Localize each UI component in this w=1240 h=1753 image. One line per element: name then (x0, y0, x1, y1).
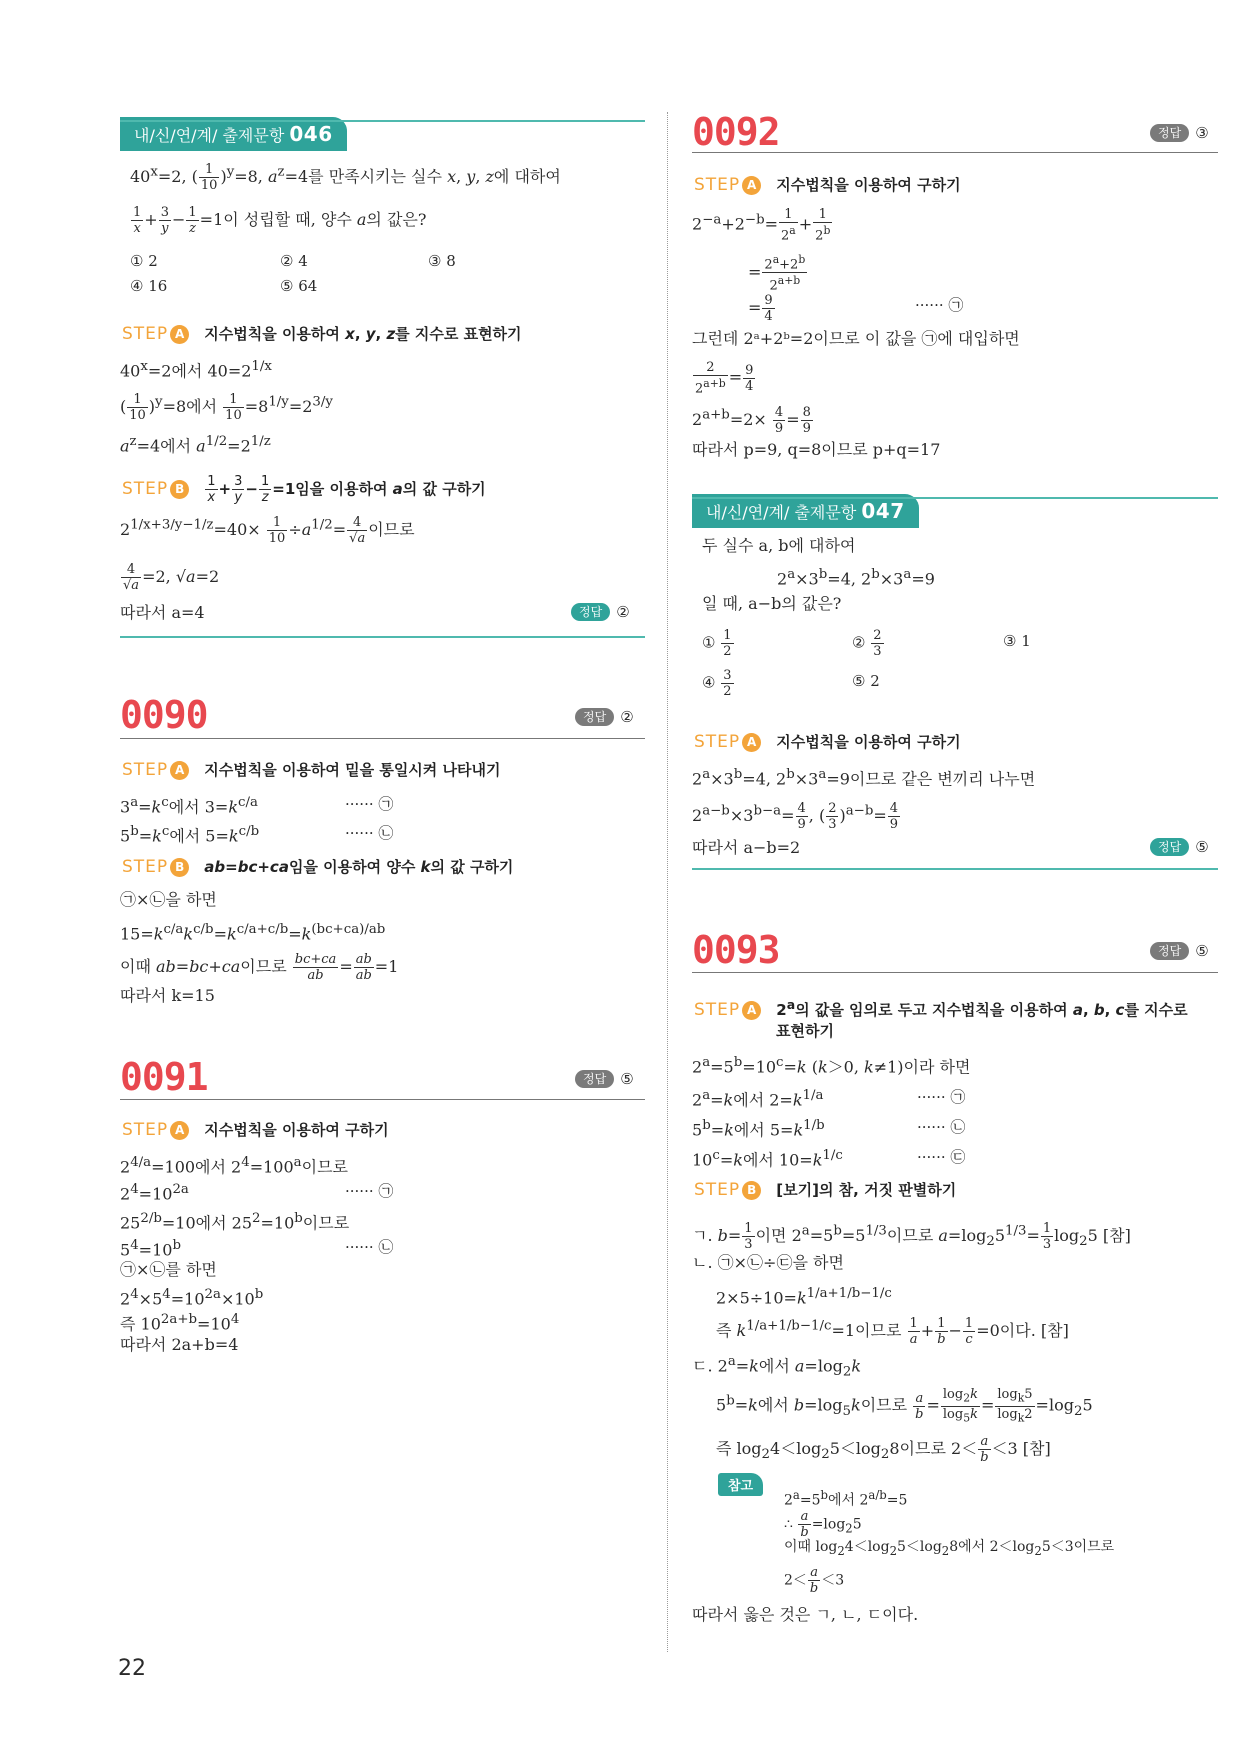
step-a-header (694, 994, 1188, 1021)
choice-5[interactable]: ⑤ 64 (280, 277, 318, 295)
banner-number: 047 (861, 499, 905, 523)
choice-4[interactable]: ④ $\frac{3}{2}$ (702, 668, 732, 699)
step-title: 지수법칙을 이용하여 구하기 (204, 1121, 389, 1139)
step-label: STEP (122, 1120, 169, 1140)
step-title: [보기]의 참, 거짓 판별하기 (776, 1181, 957, 1199)
section-end-rule (692, 868, 1218, 870)
answer-pill: 정답 (571, 603, 610, 621)
answer-pill: 정답 (1150, 838, 1189, 856)
answer-value: ⑤ (1195, 941, 1209, 960)
step-title: 2$^a$의 값을 임의로 두고 지수법칙을 이용하여 a, b, c를 지수로 (776, 997, 1188, 1019)
step-title: $\frac{1}{x}$ + $\frac{3}{y}$ − $\frac{1}{z}$ =1임을 이용하여 a의 값 구하기 (207, 474, 486, 505)
step-letter: A (742, 176, 761, 195)
answer-value: ⑤ (1195, 837, 1209, 856)
note-line4: 2＜ $\frac{a}{b}$ ＜3 (784, 1565, 845, 1596)
question-046-line1: $40^x=2$, ( $\frac{1}{10}$ )$^y$=8, $a^z=4$를 만족시키는 실수 x, y, z에 대하여 (130, 162, 561, 193)
mark-b: ······ ㉡ (917, 1118, 966, 1136)
bogi-g6: $5^b=k$에서 $b=\log_5k$이므로 $\frac{a}{b}$ = $\frac{\log_2k}{\log_5k}$ = $\frac{\log_k5}{\log_k2}$ $=\log_25$ (716, 1387, 1093, 1425)
step-letter: A (742, 1001, 761, 1020)
mark-b: ······ ㉡ (345, 824, 394, 842)
answer-pill: 정답 (1150, 942, 1189, 960)
line-0092-2: = $\frac{2^a+2^b}{2^{a+b}}$ (748, 253, 806, 294)
step-a-header (122, 1119, 389, 1141)
step-title-cont: 표현하기 (776, 1022, 834, 1040)
mark-a: ······ ㉠ (917, 1088, 966, 1106)
step-title: 지수법칙을 이용하여 구하기 (776, 733, 961, 751)
step-a-title-cont (776, 1020, 834, 1042)
step-letter: B (170, 858, 189, 877)
line-0093-1: $2^a=5^b=10^c=k$ (k＞0, k≠1)이라 하면 (692, 1055, 971, 1077)
line-0093-3: $5^b=k$에서 $5=k^{1/b}$ (692, 1118, 825, 1140)
step-a-header (694, 174, 961, 196)
answer-047 (1150, 836, 1209, 856)
answer-0091 (575, 1068, 634, 1088)
choice-1[interactable]: ① $\frac{1}{2}$ (702, 628, 732, 659)
question-047-line2: $2^a\times 3^b=4$, $2^b\times 3^a=9$ (777, 567, 935, 589)
step-a-line2: ( $\frac{1}{10}$ )$^y$=8에서 $\frac{1}{10}$ $=8^{1/y}=2^{3/y}$ (120, 392, 333, 423)
line-047-3: 따라서 a−b=2 (692, 838, 801, 857)
line-0091-4: $5^4=10^b$ (120, 1238, 181, 1260)
mark-a: ······ ㉠ (345, 795, 394, 813)
answer-0090 (575, 706, 634, 726)
answer-value: ③ (1195, 123, 1209, 142)
step-letter: A (170, 1121, 189, 1140)
column-divider (667, 112, 668, 1652)
step-a-line1: $40^x=2$에서 $40=2^{1/x}$ (120, 359, 272, 381)
section-end-rule (120, 636, 645, 638)
step-a-line3: $a^z=4$에서 $a^{1/2}=2^{1/z}$ (120, 434, 271, 456)
note-tag: 참고 (718, 1473, 763, 1496)
answer-pill: 정답 (575, 1070, 614, 1088)
problem-046-banner (120, 117, 347, 151)
step-b-line1: $2^{1/x+3/y-1/z}=40\times$ $\frac{1}{10}$ $\div a^{1/2}=$ $\frac{4}{√a}$ 이므로 (120, 515, 415, 546)
line-0090-a1: $3^a=k^c$에서 $3=k^{c/a}$ (120, 795, 258, 817)
answer-pill: 정답 (575, 708, 614, 726)
choice-2[interactable]: ② $\frac{2}{3}$ (852, 628, 882, 659)
choice-5[interactable]: ⑤ 2 (852, 672, 880, 690)
choice-2[interactable]: ② 4 (280, 252, 308, 270)
bogi-g2: ㄴ. ㉠×㉡÷㉢을 하면 (692, 1253, 844, 1272)
step-letter: A (742, 733, 761, 752)
answer-value: ⑤ (620, 1069, 634, 1088)
answer-pill: 정답 (1150, 124, 1189, 142)
line-0090-b1: ㉠×㉡을 하면 (120, 890, 217, 909)
step-a-header (122, 759, 500, 781)
line-0093-4: $10^c=k$에서 $10=k^{1/c}$ (692, 1148, 843, 1170)
step-label: STEP (694, 732, 741, 752)
line-0091-6: $2^4\times 5^4=10^{2a}\times 10^b$ (120, 1287, 264, 1309)
problem-number-0091: 0091 (120, 1055, 208, 1099)
line-0090-b4: 따라서 k=15 (120, 986, 215, 1005)
step-label: STEP (694, 1180, 741, 1200)
answer-value: ② (616, 602, 630, 621)
line-0092-1: $2^{-a}+2^{-b}=$ $\frac{1}{2^a}$ + $\frac{1}{2^b}$ (692, 207, 831, 244)
problem-rule (120, 738, 645, 739)
line-0091-7: 즉 $10^{2a+b}=10^4$ (120, 1312, 240, 1334)
note-line2: ∴ $\frac{a}{b}$ $=\log_25$ (784, 1509, 862, 1540)
line-0091-2: $2^4=10^{2a}$ (120, 1182, 189, 1204)
mark-c: ······ ㉢ (917, 1148, 966, 1166)
line-0091-1: $2^{4/a}=100$에서 $2^4=100^a$이므로 (120, 1155, 348, 1177)
line-0091-8: 따라서 2a+b=4 (120, 1335, 239, 1354)
step-a-header (122, 323, 522, 345)
problem-number-0090: 0090 (120, 693, 208, 737)
page-number: 22 (118, 1656, 146, 1681)
bogi-g5: ㄷ. $2^a=k$에서 $a=\log_2k$ (692, 1354, 862, 1380)
step-label: STEP (694, 1000, 741, 1020)
line-0092-5: $\frac{2}{2^{a+b}}$ = $\frac{9}{4}$ (695, 360, 754, 397)
choice-3[interactable]: ③ 1 (1003, 632, 1031, 650)
step-label: STEP (122, 857, 169, 877)
line-047-1: $2^a\times 3^b=4$, $2^b\times 3^a=9$이므로 같은 변끼리 나누면 (692, 767, 1036, 789)
step-letter: A (170, 761, 189, 780)
question-046-line2: $\frac{1}{x}$ + $\frac{3}{y}$ − $\frac{1}{z}$ =1이 성립할 때, 양수 a의 값은? (133, 205, 427, 236)
bogi-g3: $2\times 5\div 10=k^{1/a+1/b-1/c}$ (716, 1286, 892, 1308)
step-label: STEP (122, 324, 169, 344)
problem-rule (692, 152, 1218, 153)
question-047-line3: 일 때, a−b의 값은? (702, 594, 842, 613)
answer-0092 (1150, 122, 1209, 142)
step-b-header (694, 1179, 956, 1201)
line-047-2: $2^{a-b}\times 3^{b-a}=$ $\frac{4}{9}$ , ( $\frac{2}{3}$ )$^{a-b}$= $\frac{4}{9}$ (692, 801, 899, 832)
step-letter: A (170, 325, 189, 344)
line-0092-4: 그런데 2ᵃ+2ᵇ=2이므로 이 값을 ㉠에 대입하면 (692, 329, 1020, 348)
step-letter: B (170, 480, 189, 499)
question-047-line1: 두 실수 a, b에 대하여 (702, 536, 856, 555)
problem-number-0093: 0093 (692, 928, 780, 972)
banner-rule (120, 120, 645, 122)
problem-047-banner (692, 494, 919, 528)
step-label: STEP (122, 479, 169, 499)
step-title: ab=bc+ca임을 이용하여 양수 k의 값 구하기 (204, 858, 514, 876)
line-0090-b3: 이때 ab=bc+ca이므로 $\frac{bc+ca}{ab}$ = $\frac{ab}{ab}$ =1 (120, 952, 399, 983)
banner-prefix: 내/신/연/계/ 출제문항 (134, 126, 285, 145)
line-0090-b2: $15=k^{c/a}k^{c/b}=k^{c/a+c/b}=k^{(bc+ca)/ab}$ (120, 922, 386, 944)
answer-046 (571, 601, 630, 621)
step-title: 지수법칙을 이용하여 구하기 (776, 176, 961, 194)
bogi-g7: 즉 $\log_24<\log_25<\log_28$이므로 2＜ $\frac{a}{b}$ ＜3 [참] (716, 1434, 1051, 1465)
answer-value: ② (620, 707, 634, 726)
final-answer-line: 따라서 옳은 것은 ㄱ, ㄴ, ㄷ이다. (692, 1605, 919, 1624)
step-b-line3: 따라서 a=4 (120, 603, 205, 622)
choice-4[interactable]: ④ 16 (130, 277, 168, 295)
step-b-header (122, 474, 486, 505)
problem-rule (692, 972, 1218, 973)
mark-a: ······ ㉠ (915, 296, 964, 314)
bogi-g4: 즉 $k^{1/a+1/b-1/c}=1$이므로 $\frac{1}{a}$ + $\frac{1}{b}$ − $\frac{1}{c}$ =0이다. [참] (716, 1316, 1069, 1347)
step-label: STEP (694, 175, 741, 195)
step-b-header (122, 856, 513, 878)
answer-0093 (1150, 940, 1209, 960)
banner-number: 046 (289, 122, 333, 146)
bogi-g1: ㄱ. b= $\frac{1}{3}$ 이면 $2^a=5^b=5^{1/3}$이므로 $a=\log_25^{1/3}=$ $\frac{1}{3}$ $\log_25$ [참] (692, 1221, 1131, 1252)
mark-b: ······ ㉡ (345, 1238, 394, 1256)
step-a-header (694, 731, 961, 753)
note-line1: $2^a=5^b$에서 $2^{a/b}=5$ (784, 1488, 908, 1509)
mark-a: ······ ㉠ (345, 1182, 394, 1200)
step-letter: B (742, 1181, 761, 1200)
problem-rule (120, 1099, 645, 1100)
problem-number-0092: 0092 (692, 110, 780, 154)
choice-1[interactable]: ① 2 (130, 252, 158, 270)
line-0091-5: ㉠×㉡를 하면 (120, 1260, 217, 1279)
line-0092-7: 따라서 p=9, q=8이므로 p+q=17 (692, 440, 941, 459)
line-0090-a2: $5^b=k^c$에서 $5=k^{c/b}$ (120, 824, 260, 846)
banner-prefix: 내/신/연/계/ 출제문항 (706, 503, 857, 522)
line-0092-6: $2^{a+b}=2\times$ $\frac{4}{9}$ = $\frac{8}{9}$ (692, 405, 811, 436)
line-0093-2: $2^a=k$에서 $2=k^{1/a}$ (692, 1088, 824, 1110)
step-title: 지수법칙을 이용하여 x, y, z를 지수로 표현하기 (204, 325, 522, 343)
note-line3: 이때 $\log_24<\log_25<\log_28$에서 $2<\log_25<3$이므로 (784, 1539, 1115, 1558)
banner-rule (692, 497, 1218, 499)
step-b-line2: $\frac{4}{√a}$ =2, √a=2 (123, 562, 220, 593)
choice-3[interactable]: ③ 8 (428, 252, 456, 270)
step-title: 지수법칙을 이용하여 밑을 통일시켜 나타내기 (204, 761, 501, 779)
step-label: STEP (122, 760, 169, 780)
line-0091-3: $25^{2/b}=10$에서 $25^2=10^b$이므로 (120, 1211, 350, 1233)
line-0092-3: = $\frac{9}{4}$ (748, 293, 773, 324)
